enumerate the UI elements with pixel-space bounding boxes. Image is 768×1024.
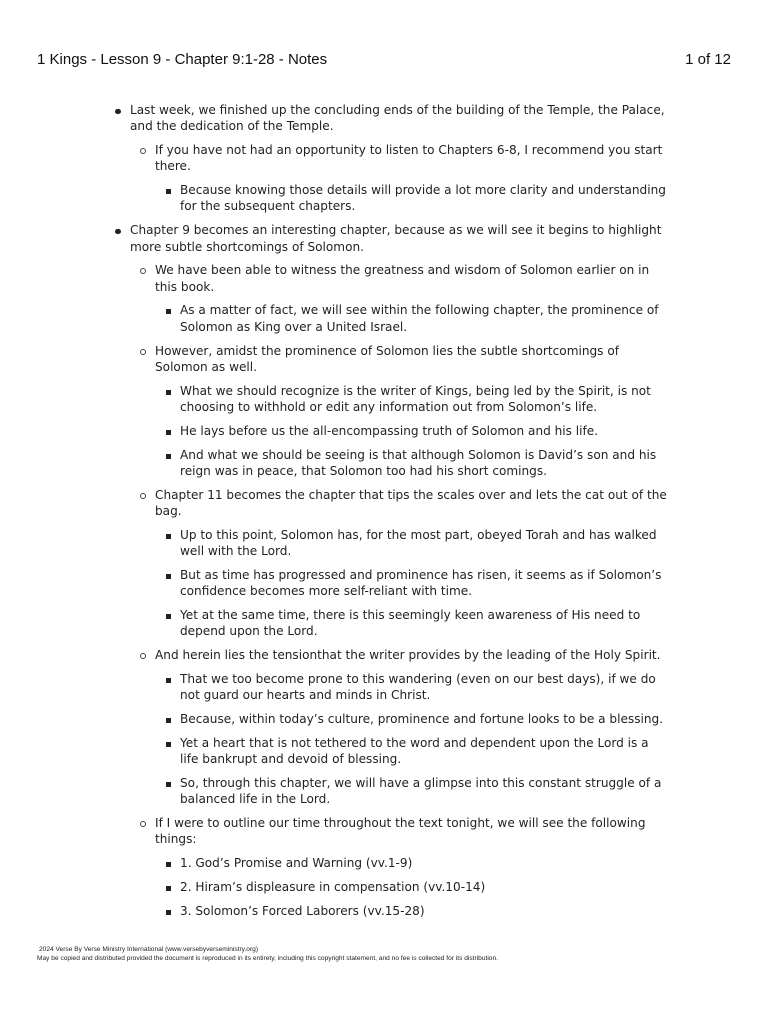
bullet-square-icon xyxy=(166,390,171,395)
outline-item-text: Chapter 9 becomes an interesting chapter, because as we will see it begins to highlight more subtle shortcomings of Solomon. xyxy=(130,223,662,254)
outline-item-level-3 xyxy=(110,607,670,640)
bullet-square-icon xyxy=(166,782,171,787)
outline-item-text: What we should recognize is the writer of Kings, being led by the Spirit, is not choosing to withhold or edit any information out from Solomon’s life. xyxy=(180,383,651,414)
outline-item-text: But as time has progressed and prominence has risen, it seems as if Solomon’s confidence becomes more self-reliant with time. xyxy=(180,567,662,599)
outline-item-level-2 xyxy=(110,647,670,663)
outline-item-text: Because knowing those details will provide a lot more clarity and understanding for the subsequent chapters. xyxy=(180,183,666,214)
bullet-marker xyxy=(115,102,121,118)
outline-item-text: He lays before us the all-encompassing truth of Solomon and his life. xyxy=(180,423,599,438)
outline-item-text: If you have not had an opportunity to listen to Chapters 6-8, I recommend you start there. xyxy=(155,143,663,174)
bullet-marker xyxy=(166,711,171,727)
bullet-square-icon xyxy=(166,430,171,435)
bullet-circle-icon xyxy=(140,653,146,659)
bullet-square-icon xyxy=(166,454,171,459)
bullet-circle-icon xyxy=(140,148,146,154)
outline-item-text: 1. God’s Promise and Warning (vv.1-9) xyxy=(180,855,413,870)
outline-item-level-2 xyxy=(110,815,670,848)
bullet-marker xyxy=(166,607,171,623)
outline-item-level-3 xyxy=(110,879,670,895)
outline-item-level-3 xyxy=(110,302,670,335)
bullet-marker xyxy=(166,182,171,198)
bullet-square-icon xyxy=(166,189,171,194)
bullet-circle-icon xyxy=(140,493,146,499)
outline-item-level-3 xyxy=(110,711,670,727)
document-title: 1 Kings - Lesson 9 - Chapter 9:1-28 - Notes xyxy=(37,51,328,68)
outline-item-text: Yet a heart that is not tethered to the word and dependent upon the Lord is a life bankrupt and devoid of blessing. xyxy=(180,735,649,766)
bullet-marker xyxy=(166,423,171,439)
bullet-circle-icon xyxy=(140,268,146,274)
outline-item-level-2 xyxy=(110,262,670,295)
footer-distribution-line: May be copied and distributed provided the document is reproduced in its entirety, including this copyright statement, and no fee is collected for its distribution. xyxy=(37,954,498,962)
outline-item-level-3 xyxy=(110,855,670,871)
outline-item-level-3 xyxy=(110,903,670,919)
outline-item-text: That we too become prone to this wandering (even on our best days), if we do not guard our hearts and minds in Christ. xyxy=(180,671,656,703)
outline-item-text: And what we should be seeing is that although Solomon is David’s son and his reign was in peace, that Solomon too had his short comings. xyxy=(180,447,657,478)
bullet-marker xyxy=(166,383,171,399)
outline-item-level-2 xyxy=(110,343,670,376)
outline-item-text: And herein lies the tensionthat the writer provides by the leading of the Holy Spirit. xyxy=(155,648,661,663)
outline-item-text: However, amidst the prominence of Solomon lies the subtle shortcomings of Solomon as well. xyxy=(155,343,619,374)
bullet-marker xyxy=(166,527,171,543)
bullet-square-icon xyxy=(166,574,171,579)
copyright-footer xyxy=(37,946,498,963)
bullet-marker xyxy=(140,487,146,503)
bullet-marker xyxy=(140,142,146,158)
outline-item-text: Up to this point, Solomon has, for the most part, obeyed Torah and has walked well with the Lord. xyxy=(180,527,657,559)
outline-item-level-3 xyxy=(110,775,670,808)
outline-item-text: We have been able to witness the greatness and wisdom of Solomon earlier on in this book. xyxy=(155,263,650,294)
outline-item-level-3 xyxy=(110,567,670,600)
page-number: 1 of 12 xyxy=(685,51,731,68)
bullet-square-icon xyxy=(166,886,171,891)
outline-item-text: If I were to outline our time throughout the text tonight, we will see the following things: xyxy=(155,815,646,847)
bullet-marker xyxy=(166,903,171,919)
notes-outline xyxy=(110,102,670,926)
bullet-marker xyxy=(166,447,171,463)
outline-item-level-3 xyxy=(110,527,670,560)
bullet-marker xyxy=(166,671,171,687)
bullet-dot-icon xyxy=(115,109,121,115)
bullet-marker xyxy=(166,775,171,791)
bullet-circle-icon xyxy=(140,821,146,827)
bullet-square-icon xyxy=(166,614,171,619)
bullet-dot-icon xyxy=(115,229,121,235)
bullet-square-icon xyxy=(166,910,171,915)
outline-item-level-3 xyxy=(110,735,670,768)
outline-item-text: So, through this chapter, we will have a glimpse into this constant struggle of a balanced life in the Lord. xyxy=(180,775,662,807)
bullet-marker xyxy=(166,855,171,871)
outline-item-text: Chapter 11 becomes the chapter that tips the scales over and lets the cat out of the bag. xyxy=(155,487,667,518)
bullet-marker xyxy=(166,735,171,751)
bullet-square-icon xyxy=(166,678,171,683)
page-header xyxy=(37,51,731,68)
outline-item-text: 3. Solomon’s Forced Laborers (vv.15-28) xyxy=(180,903,425,918)
outline-item-level-3 xyxy=(110,383,670,416)
bullet-marker xyxy=(166,302,171,318)
bullet-circle-icon xyxy=(140,349,146,355)
outline-item-level-2 xyxy=(110,142,670,175)
bullet-square-icon xyxy=(166,534,171,539)
bullet-square-icon xyxy=(166,309,171,314)
outline-item-text: Because, within today’s culture, prominence and fortune looks to be a blessing. xyxy=(180,711,664,726)
bullet-marker xyxy=(115,222,121,238)
outline-item-text: 2. Hiram’s displeasure in compensation (vv.10-14) xyxy=(180,879,486,894)
bullet-marker xyxy=(166,879,171,895)
outline-item-level-1 xyxy=(110,102,670,135)
bullet-marker xyxy=(140,343,146,359)
outline-item-level-1 xyxy=(110,222,670,255)
outline-item-level-3 xyxy=(110,671,670,704)
bullet-square-icon xyxy=(166,862,171,867)
bullet-square-icon xyxy=(166,718,171,723)
outline-item-level-3 xyxy=(110,447,670,480)
outline-item-level-3 xyxy=(110,182,670,215)
bullet-marker xyxy=(140,262,146,278)
outline-item-text: As a matter of fact, we will see within the following chapter, the prominence of Solomon as King over a United Israel. xyxy=(180,303,659,334)
footer-copyright-line: 2024 Verse By Verse Ministry International (www.versebyverseministry.org) xyxy=(39,946,259,953)
outline-item-level-3 xyxy=(110,423,670,439)
bullet-marker xyxy=(166,567,171,583)
bullet-marker xyxy=(140,647,146,663)
bullet-marker xyxy=(140,815,146,831)
outline-item-text: Last week, we finished up the concluding ends of the building of the Temple, the Palace, and the dedication of the Temple. xyxy=(130,103,665,134)
bullet-square-icon xyxy=(166,742,171,747)
outline-item-text: Yet at the same time, there is this seemingly keen awareness of His need to depend upon the Lord. xyxy=(180,607,641,639)
outline-item-level-2 xyxy=(110,487,670,520)
